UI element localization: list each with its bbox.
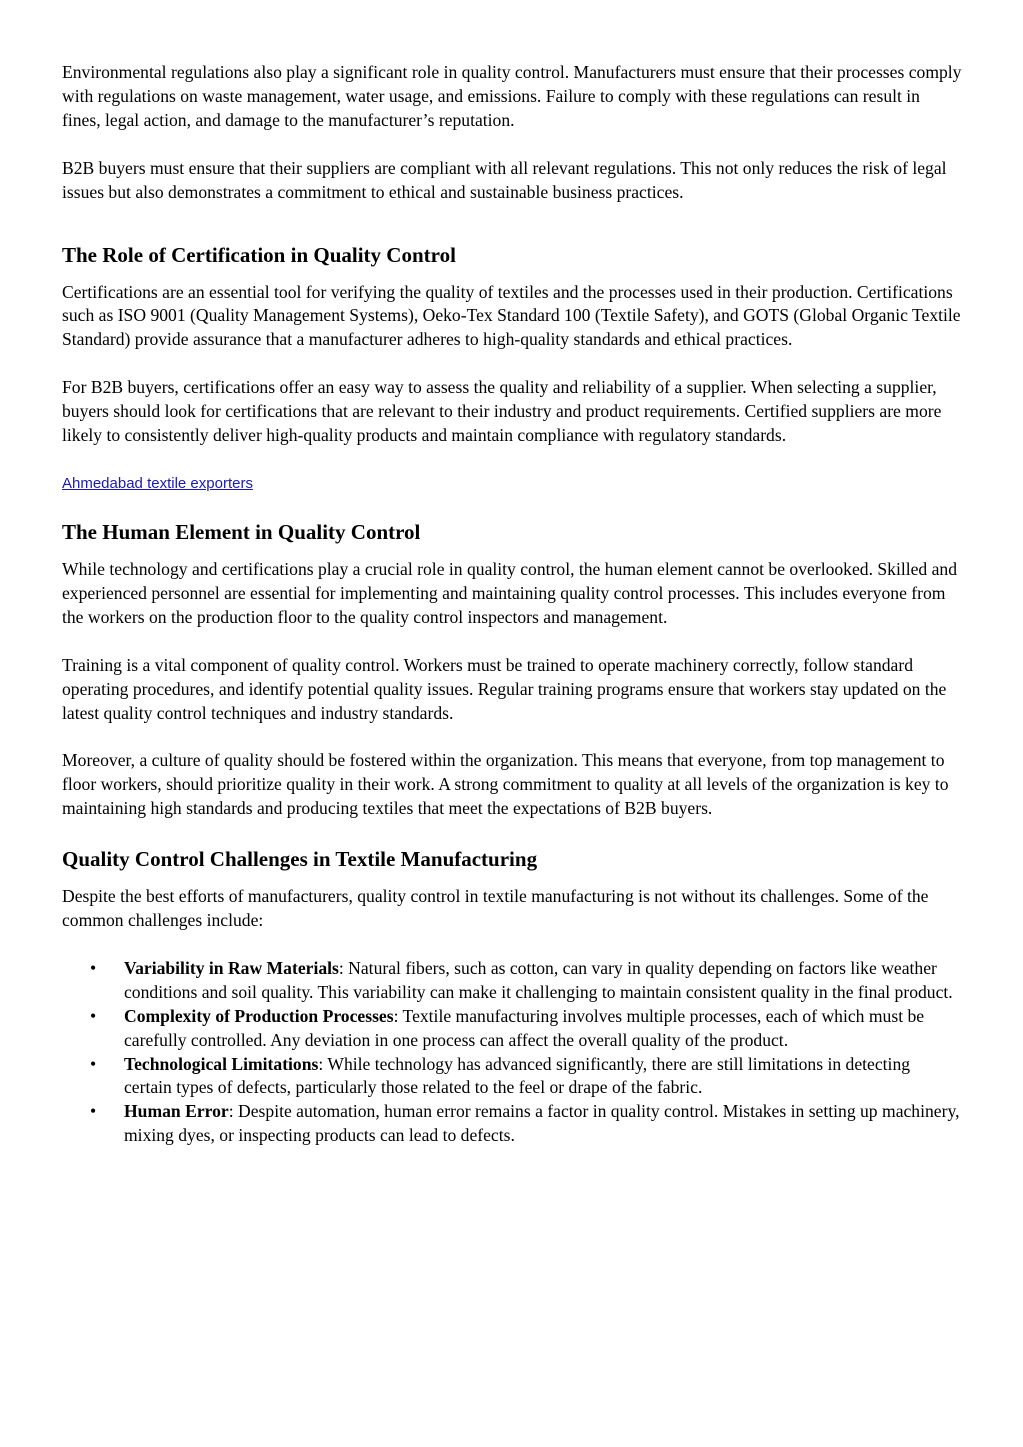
list-item-term: Technological Limitations [124, 1053, 319, 1074]
list-item-text: : Despite automation, human error remains a factor in quality control. Mistakes in setting up machinery, mixing dyes, or inspecting products can lead to defects. [124, 1101, 960, 1146]
bullet-icon: • [90, 1005, 97, 1026]
list-item-term: Complexity of Production Processes [124, 1005, 394, 1026]
ahmedabad-textile-exporters-link[interactable]: Ahmedabad textile exporters [62, 474, 253, 492]
paragraph-quality-culture: Moreover, a culture of quality should be fostered within the organization. This means that everyone, from top management to floor workers, should prioritize quality in their work. A strong commitment to quality at all levels of the organization is key to maintaining high standards and producing textiles that meet the expectations of B2B buyers. [62, 750, 949, 819]
heading-human-element: The Human Element in Quality Control [62, 519, 421, 544]
list-item-text: : Textile manufacturing involves multiple processes, each of which must be carefully controlled. Any deviation in one process can affect the overall quality of the product. [124, 1005, 925, 1050]
bullet-icon: • [90, 957, 97, 978]
document-page [62, 61, 962, 1148]
bullet-icon: • [90, 1101, 97, 1122]
list-item-term: Human Error [124, 1101, 229, 1122]
list-item-term: Variability in Raw Materials [124, 957, 339, 978]
link-container [62, 472, 962, 496]
list-item-text: : While technology has advanced significantly, there are still limitations in detecting certain types of defects, particularly those related to the feel or drape of the fabric. [124, 1053, 911, 1098]
bullet-icon: • [90, 1053, 97, 1074]
list-item [90, 1005, 962, 1053]
paragraph-certifications: Certifications are an essential tool for verifying the quality of textiles and the processes used in their production. Certifications such as ISO 9001 (Quality Management Systems), Oeko-Tex Standard 100 (Textile Safety), and GOTS (Global Organic Textile Standard) provide assurance that a manufacturer adheres to high-quality standards and ethical practices. [62, 281, 961, 350]
list-item-text: : Natural fibers, such as cotton, can vary in quality depending on factors like weather conditions and soil quality. This variability can make it challenging to maintain consistent quality in the final product. [124, 957, 953, 1002]
paragraph-challenges-intro: Despite the best efforts of manufacturers, quality control in textile manufacturing is not without its challenges. Some of the common challenges include: [62, 886, 929, 931]
list-item [90, 1053, 962, 1101]
paragraph-training: Training is a vital component of quality control. Workers must be trained to operate machinery correctly, follow standard operating procedures, and identify potential quality issues. Regular training programs ensure that workers stay updated on the latest quality control techniques and industry standards. [62, 654, 947, 723]
paragraph-environmental-regulations: Environmental regulations also play a significant role in quality control. Manufacturers must ensure that their processes comply with regulations on waste management, water usage, and emissions. Failure to comply with these regulations can result in fines, legal action, and damage to the manufacturer’s reputation. [62, 62, 962, 130]
list-item [90, 1100, 962, 1148]
heading-certification: The Role of Certification in Quality Control [62, 242, 456, 267]
challenges-list [62, 957, 962, 1148]
paragraph-b2b-compliance: B2B buyers must ensure that their suppliers are compliant with all relevant regulations. This not only reduces the risk of legal issues but also demonstrates a commitment to ethical and sustainable business practices. [62, 157, 947, 202]
paragraph-human-element: While technology and certifications play a crucial role in quality control, the human element cannot be overlooked. Skilled and experienced personnel are essential for implementing and maintaining quality control processes. This includes everyone from the workers on the production floor to the quality control inspectors and management. [62, 558, 958, 627]
paragraph-certifications-buyers: For B2B buyers, certifications offer an easy way to assess the quality and reliability of a supplier. When selecting a supplier, buyers should look for certifications that are relevant to their industry and product requirements. Certified suppliers are more likely to consistently deliver high-quality products and maintain compliance with regulatory standards. [62, 377, 942, 446]
list-item [90, 957, 962, 1005]
heading-challenges: Quality Control Challenges in Textile Manufacturing [62, 847, 538, 872]
